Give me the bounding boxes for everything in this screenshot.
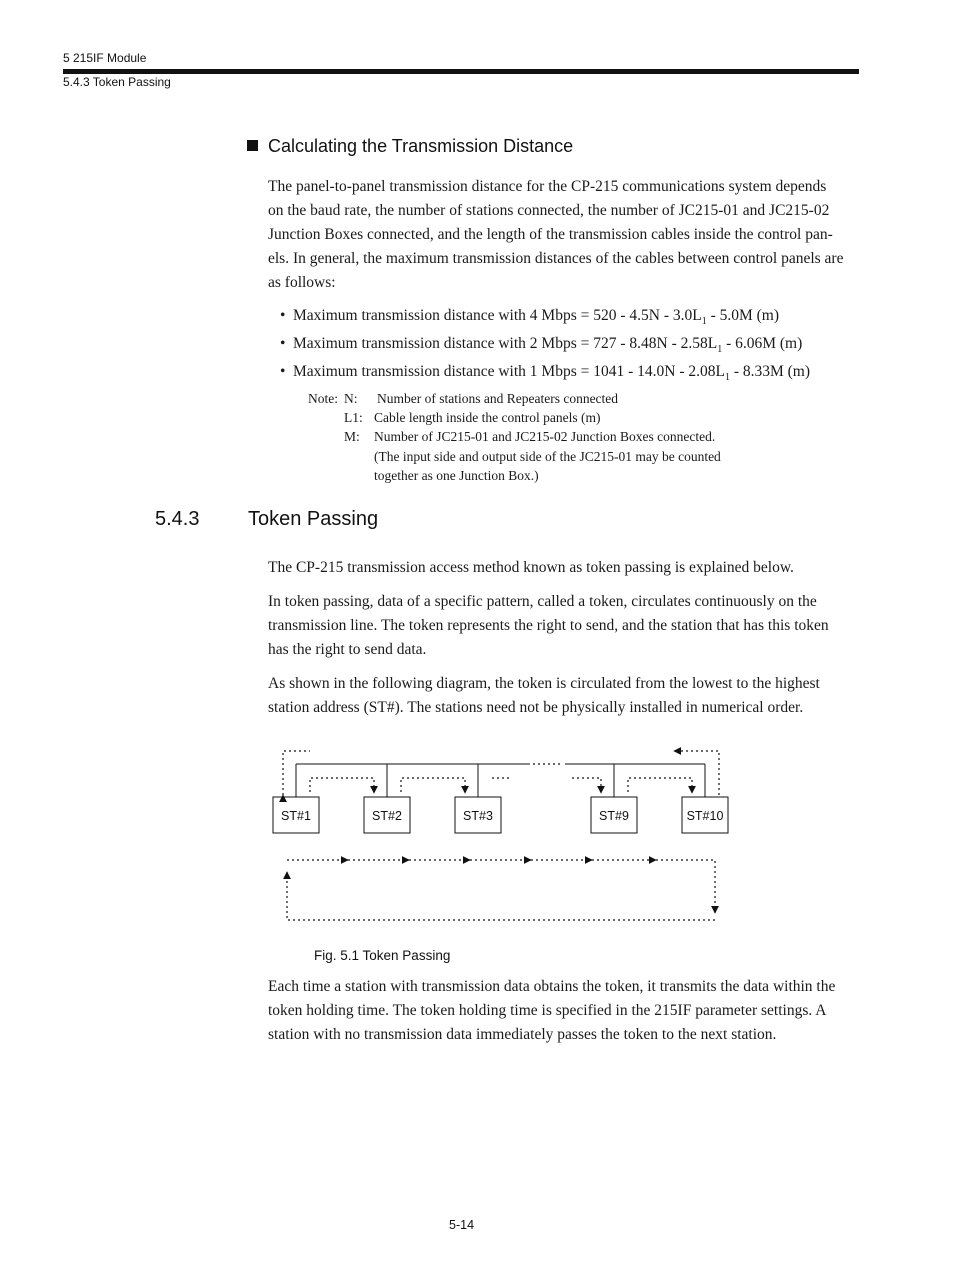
- calc-intro-line: as follows:: [268, 274, 336, 291]
- token-hop-arrow: [492, 778, 601, 793]
- note-key: M:: [344, 429, 360, 444]
- page-number: 5-14: [449, 1218, 475, 1232]
- header-chapter: 5 215IF Module: [63, 51, 147, 65]
- calc-intro-line: on the baud rate, the number of stations connected, the number of JC215-01 and JC215-02: [268, 202, 830, 219]
- station-label: ST#1: [281, 809, 311, 823]
- figure-caption: Fig. 5.1 Token Passing: [314, 948, 451, 963]
- header-section: 5.4.3 Token Passing: [63, 75, 171, 89]
- formula-bullet: • Maximum transmission distance with 4 Mbps = $520 - 4.5N - 3.0L_1 - 5.0M$ (m): [280, 307, 780, 327]
- token-hop-arrow: [310, 778, 374, 793]
- token-return-arrow: [674, 751, 719, 795]
- station-label: ST#2: [372, 809, 402, 823]
- token-hop-arrow: [401, 778, 465, 793]
- calc-intro-line: els. In general, the maximum transmission distances of the cables between control panels are: [268, 250, 844, 267]
- station-label: ST#9: [599, 809, 629, 823]
- note-text: Number of JC215-01 and JC215-02 Junction Boxes connected.: [374, 429, 716, 444]
- formula-bullet: • Maximum transmission distance with 2 Mbps = $727 - 8.48N - 2.58L_1 - 6.06M$ (m): [280, 335, 803, 355]
- note-key: N:: [344, 391, 358, 406]
- station-drop-lines: [296, 764, 705, 797]
- note-text: Cable length inside the control panels (m): [374, 410, 601, 425]
- token-hop-arrow: [628, 778, 692, 793]
- closing-para: [268, 975, 860, 1047]
- section-para: The CP-215 transmission access method known as token passing is explained below.: [268, 559, 794, 576]
- para-line: As shown in the following diagram, the token is circulated from the lowest to the highest: [268, 675, 820, 692]
- para-line: station with no transmission data immediately passes the token to the next station.: [268, 1026, 777, 1043]
- ring-arrow: [287, 872, 715, 920]
- section-title: Token Passing: [248, 508, 379, 530]
- para-line: Each time a station with transmission data obtains the token, it transmits the data within the: [268, 978, 836, 995]
- note-prefix: Note:: [308, 391, 338, 406]
- section-number: 5.4.3: [155, 508, 200, 530]
- note-key: L1:: [344, 410, 363, 425]
- ring-arrow: [656, 860, 715, 913]
- para-line: token holding time. The token holding time is specified in the 215IF parameter settings. A: [268, 1002, 827, 1019]
- para-line: station address (ST#). The stations need not be physically installed in numerical order.: [268, 699, 804, 716]
- calc-intro-line: Junction Boxes connected, and the length of the transmission cables inside the control pan-: [268, 226, 833, 243]
- note-text: Number of stations and Repeaters connected: [377, 391, 619, 406]
- station-label: ST#3: [463, 809, 493, 823]
- para-line: transmission line. The token represents the right to send, and the station that has this token: [268, 617, 829, 634]
- para-line: In token passing, data of a specific pattern, called a token, circulates continuously on the: [268, 593, 817, 610]
- formula-bullet: • Maximum transmission distance with 1 Mbps = $1041 - 14.0N - 2.08L_1 - 8.33M$ (m): [280, 363, 811, 383]
- note-text: (The input side and output side of the JC215-01 may be counted: [374, 449, 721, 464]
- calc-intro-line: The panel-to-panel transmission distance for the CP-215 communications system depends: [268, 178, 827, 195]
- station-label: ST#10: [686, 809, 724, 823]
- subsection-title-text: Calculating the Transmission Distance: [268, 136, 574, 156]
- note-text: together as one Junction Box.): [374, 468, 539, 483]
- para-line: has the right to send data.: [268, 641, 427, 658]
